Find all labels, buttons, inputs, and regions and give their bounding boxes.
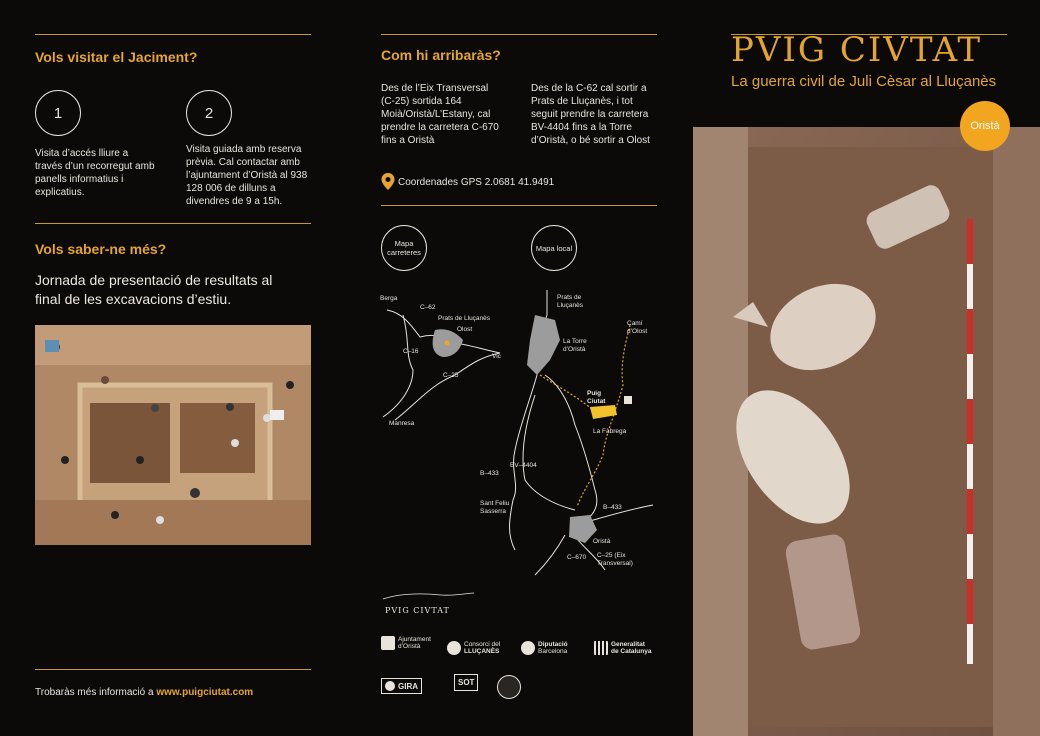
visit-heading: Vols visitar el Jaciment? bbox=[35, 49, 198, 65]
consorci-line1: Consorci del bbox=[464, 641, 501, 648]
option-2-circle bbox=[186, 90, 232, 136]
amphora-excavation-photo bbox=[693, 127, 1040, 736]
local-label-b433-east: B–433 bbox=[603, 504, 622, 511]
logo-sot bbox=[454, 674, 478, 691]
local-label-c670: C–670 bbox=[567, 554, 587, 561]
local-label-b433-west: B–433 bbox=[480, 470, 499, 477]
road-label-c62: C–62 bbox=[420, 304, 436, 311]
logo-diputacio bbox=[521, 641, 568, 655]
road-label-vic: Vic bbox=[492, 353, 501, 360]
logo-round-seal bbox=[497, 675, 521, 699]
local-map-tag bbox=[531, 225, 577, 271]
generalitat-flag-icon bbox=[594, 641, 608, 655]
more-info-line bbox=[35, 686, 253, 699]
logo-gira bbox=[381, 678, 422, 694]
route-eix-transversal: Des de l’Eix Transversal (C-25) sortida 164 Moià/Oristà/L’Estany, cal prendre la carretera C-670 fins a Oristà bbox=[381, 83, 499, 146]
road-label-c16: C–16 bbox=[403, 348, 419, 355]
local-label-prats-2: Lluçanès bbox=[557, 302, 584, 309]
local-label-sant-feliu: Sant Feliu bbox=[480, 500, 510, 507]
consorci-line2: LLUÇANÈS bbox=[464, 648, 500, 655]
local-label-c25-2: Transversal) bbox=[597, 560, 633, 567]
location-badge: Oristà bbox=[960, 101, 1010, 151]
local-label-sasserra: Sasserra bbox=[480, 508, 507, 515]
main-subtitle: La guerra civil de Juli Cèsar al Lluçanès bbox=[731, 73, 997, 90]
road-label-olost: Olost bbox=[457, 326, 473, 333]
local-label-torre-2: d’Oristà bbox=[563, 346, 586, 353]
road-label-c25: C–25 bbox=[443, 372, 459, 379]
logo-generalitat bbox=[594, 641, 651, 655]
divider-middle bbox=[381, 205, 657, 206]
more-text: Jornada de presentació de resultats al final de les excavacions d’estiu. bbox=[35, 272, 273, 307]
top-rule-middle bbox=[381, 34, 657, 35]
round-seal-icon bbox=[497, 675, 521, 699]
more-info-prefix: Trobaràs més informació a bbox=[35, 687, 157, 698]
diputacio-mark-icon bbox=[521, 641, 535, 655]
local-label-fabrega: La Fàbrega bbox=[593, 428, 627, 435]
route-c62: Des de la C-62 cal sortir a Prats de Lluçanès, i tot seguit prendre la carretera BV-4404 fins a la Torre d’Oristà, o bé sortir a Olost bbox=[531, 83, 650, 146]
ajuntament-line1: Ajuntament bbox=[398, 636, 431, 643]
top-rule-left bbox=[35, 34, 311, 35]
road-label-manresa: Manresa bbox=[389, 420, 415, 427]
gira-mark-icon bbox=[385, 681, 395, 691]
aerial-photo-drawing bbox=[35, 325, 311, 545]
bottom-rule-left bbox=[35, 669, 311, 670]
local-label-c25-1: C–25 (Eix bbox=[597, 552, 626, 559]
option-2-text: Visita guiada amb reserva prèvia. Cal contactar amb l’ajuntament d’Oristà al 938 128 006 de dilluns a divendres de 9 a 15h. bbox=[186, 144, 308, 207]
road-label-berga: Berga bbox=[380, 295, 398, 302]
divider-left bbox=[35, 223, 311, 224]
local-label-torre-1: La Torre bbox=[563, 338, 587, 345]
option-1-text: Visita d’accés lliure a través d’un recorregut amb panells informatius i explicatius. bbox=[35, 148, 155, 198]
local-label-bv4404: BV–4404 bbox=[510, 462, 537, 469]
logo-ajuntament bbox=[381, 636, 431, 650]
road-label-prats: Prats de Lluçanès bbox=[438, 315, 491, 322]
local-label-cami-1: Camí bbox=[627, 320, 643, 327]
more-heading: Vols saber-ne més? bbox=[35, 241, 167, 257]
option-1-circle bbox=[35, 90, 81, 136]
local-label-orista: Oristà bbox=[593, 538, 611, 545]
aerial-excavation-photo bbox=[35, 325, 311, 545]
gps-coordinates: Coordenades GPS 2.0681 41.9491 bbox=[398, 177, 555, 188]
generalitat-line2: de Catalunya bbox=[611, 648, 652, 655]
local-label-prats-1: Prats de bbox=[557, 294, 582, 301]
option-2-number: 2 bbox=[204, 104, 214, 122]
ajuntament-line2: d’Oristà bbox=[398, 643, 421, 650]
arrive-heading: Com hi arribaràs? bbox=[381, 47, 501, 63]
local-label-cami-2: d’Olost bbox=[627, 328, 648, 335]
local-label-puig: Puig bbox=[587, 390, 602, 397]
local-map-label: Mapa local bbox=[535, 243, 573, 253]
logo-consorci bbox=[447, 641, 500, 655]
amphora-photo-drawing bbox=[693, 127, 1040, 736]
generalitat-line1: Generalitat bbox=[611, 641, 645, 648]
sot-text: SOT bbox=[454, 674, 478, 691]
local-map bbox=[475, 285, 665, 585]
diputacio-line1: Diputació bbox=[538, 641, 568, 648]
location-pin-icon bbox=[381, 173, 395, 191]
road-map-label: Mapa carreteres bbox=[387, 239, 421, 257]
puig-ciutat-signature bbox=[381, 588, 476, 615]
main-title: PVIG CIVTAT bbox=[731, 30, 983, 70]
consorci-mark-icon bbox=[447, 641, 461, 655]
diputacio-line2: Barcelona bbox=[538, 648, 568, 655]
gira-text: GIRA bbox=[398, 681, 418, 691]
option-1-number: 1 bbox=[53, 104, 63, 122]
road-map-tag bbox=[381, 225, 427, 271]
local-label-ciutat: Ciutat bbox=[587, 398, 606, 405]
ajuntament-shield-icon bbox=[381, 636, 395, 650]
signature-text: PVIG CIVTAT bbox=[385, 606, 450, 615]
website-link[interactable]: www.puigciutat.com bbox=[156, 687, 254, 698]
